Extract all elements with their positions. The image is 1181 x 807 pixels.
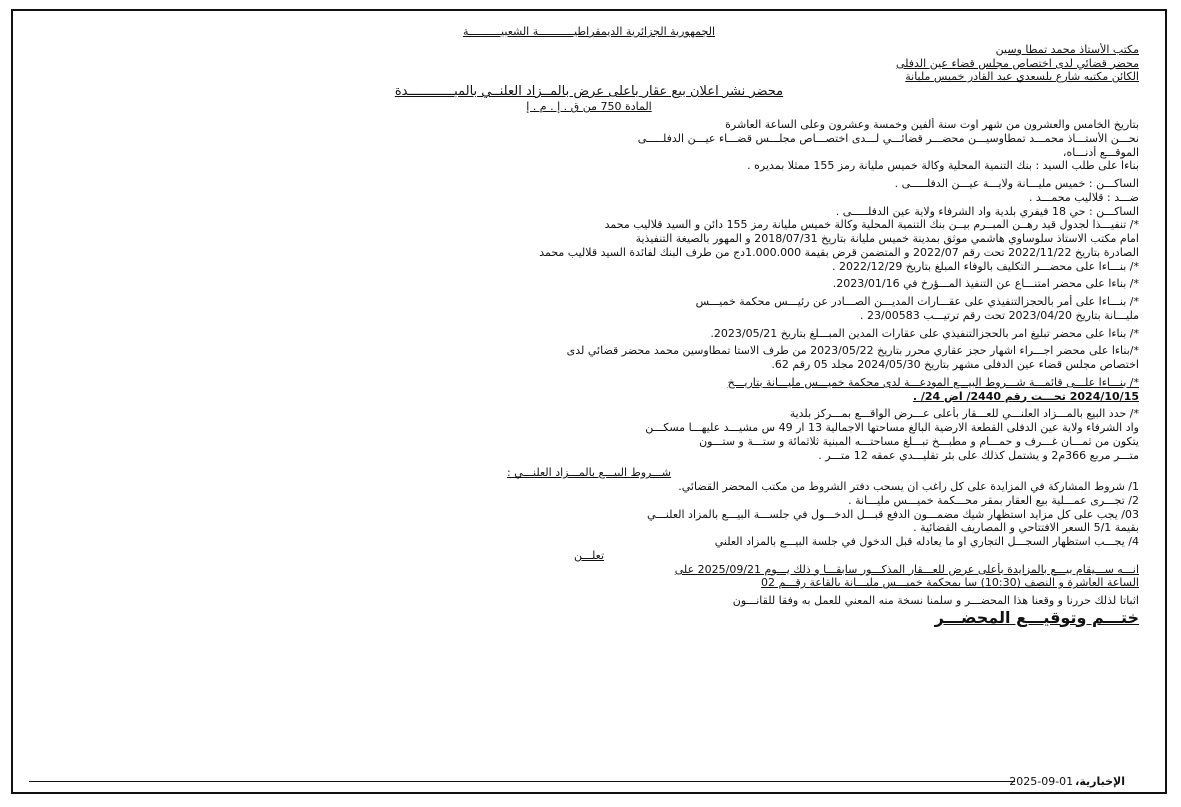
requester-line: بناءا على طلب السيد : بنك التنمية المحلية وكالة خميس مليانة رمز 155 ممثلا بمديره . bbox=[747, 159, 1139, 173]
paragraph-mortgage bbox=[39, 218, 1139, 273]
footer-credit bbox=[1009, 775, 1125, 788]
condition-item: 03/ يجب على كل مزايد استظهار شيك مضمـــون الدفع قبـــل الدخـــول في جلســـة البيـــع بالمزاد العلنـــي bbox=[647, 507, 1139, 521]
bailiff-court: محضر قضائي لدى اختصاص مجلس قضاء عين الدفلى bbox=[895, 56, 1139, 70]
notice-title: تعلـــن bbox=[573, 548, 605, 562]
notice-line: الساعة العاشرة و النصف (10:30) سا بمحكمة خميـــس مليـــانة بالقاعة رقـــم 02 bbox=[760, 576, 1139, 590]
condition-item: 1/ شروط المشاركة في المزايدة على كل راغب ان يسحب دفتر الشروط من مكتب المحضر القضائي. bbox=[678, 480, 1139, 493]
condition-item: 4/ يجـــب استظهار السجـــل التجاري او ما يعادله قبل الدخول في جلسة البيـــع بالمزاد العلني bbox=[714, 535, 1139, 548]
condition-item: بقيمة 5/1 السعر الافتتاحي و المصاريف القضائية . bbox=[913, 521, 1139, 535]
notice-line: انـــه ســـيقام بيـــع بالمزايدة بأعلى عرض للعـــقار المذكـــور سابقـــا و ذلك يـــوم 2025/09/21 على bbox=[674, 562, 1139, 576]
bailiff-line: نحـــن الأستـــاذ محمـــد تمطاوسيـــن محضـــر قضائـــي لـــدى اختصـــاص مجلـــس قضـــاء عيـــن الدفلـــــى bbox=[637, 131, 1139, 145]
signed-line: الموقـــع أدنـــاه، bbox=[1062, 145, 1139, 159]
paragraph-property bbox=[39, 407, 1139, 462]
publish-date: 2025-09-01 bbox=[1009, 775, 1074, 788]
office-address: الكائن مكتبه شارع بلسعدي عبد القادر خميس مليانة bbox=[905, 70, 1139, 84]
paragraph-line: */بناءا على محضر اجـــراء اشهار حجز عقاري محرر بتاريخ 2023/05/22 من طرف الاستا تمطاوسين محمد محضر قضائي لدى bbox=[566, 344, 1139, 358]
debtor-residence: الساكـــن : حي 18 فيفري بلدية واد الشرفاء ولاية عين الدفلـــــى . bbox=[835, 204, 1139, 218]
signature-stamp: ختـــم وتوقيـــع المحضـــر bbox=[934, 607, 1139, 627]
republic-header: الجمهورية الجزائرية الديمقراطيـــــــــــة الشعبيــــــــــة bbox=[462, 25, 716, 38]
date-line: بتاريخ الخامس والعشرون من شهر اوت سنة ألفين وخمسة وعشرون وعلى الساعة العاشرة bbox=[725, 118, 1139, 131]
footer-divider bbox=[29, 781, 1015, 782]
paragraph-line: */ بنـــاءا على محضـــر التكليف بالوفاء المبلغ بتاريخ 2022/12/29 . bbox=[831, 259, 1139, 273]
paragraph-notification: */ بناءا على محضر تبليغ امر بالحجزالتنفيذي على عقارات المدين المبـــلغ بتاريخ 2023/05/21. bbox=[710, 326, 1139, 340]
paragraph-line: */ بنـــاءا على أمر بالحجزالتنفيذي على عقـــارات المديـــن الصـــادر عن رئيـــس محكمة خميـــس bbox=[695, 295, 1139, 308]
source-name: الإخبارية، bbox=[1075, 775, 1125, 788]
debtor-name: ضـــد : قلاليب محمـــد . bbox=[1028, 190, 1139, 204]
paragraph-refusal: */ بناءا على محضر امتنـــاع عن التنفيذ المـــؤرخ في 2023/01/16. bbox=[832, 277, 1139, 291]
condition-item: 2/ تجـــرى عمـــلية بيع العقار بمقر محـــكمة خميـــس مليـــانة . bbox=[848, 493, 1139, 507]
paragraph-conditions-list bbox=[39, 376, 1139, 404]
bailiff-office: مكتب الأستاذ محمد تمطا وسين bbox=[995, 42, 1139, 56]
paragraph-line: يتكون من ثمـــان غـــرف و حمـــام و مطبـــخ تبـــلغ مساحتـــه المبنية ثلاثمائة و ستـــة و ستـــون bbox=[699, 434, 1139, 448]
paragraph-line: متـــر مربع 366م2 و يشتمل كذلك على بئر تقليـــدي عمقه 12 متـــر . bbox=[818, 448, 1139, 462]
paragraph-line: */ بنـــاءا علـــى قائمـــة شـــروط البيـــع المودعـــة لدى محكمة خميـــس مليـــانة بتاريـــخ bbox=[727, 375, 1139, 389]
paragraph-publication bbox=[39, 344, 1139, 372]
paragraph-line: الصادرة بتاريخ 2022/11/22 تحت رقم 2022/07 و المتضمن قرض بقيمة 1.000.000دج من طرف البنك لفائدة السيد قلاليب محمد bbox=[539, 245, 1139, 259]
document-frame bbox=[11, 9, 1167, 794]
conditions-list bbox=[39, 480, 1139, 549]
paragraph-line: امام مكتب الاستاذ سلوساوي هاشمي موثق بمدينة خميس مليانة بتاريخ 2018/07/31 و المهور بالصيغة التنفيذية bbox=[635, 232, 1139, 245]
requester-residence: الساكـــن : خميس مليـــانة ولايـــة عيـــن الدفلـــــى . bbox=[894, 177, 1139, 190]
paragraph-line: اختصاص مجلس قضاء عين الدفلى مشهر بتاريخ 2024/05/30 مجلد 05 رقم 62. bbox=[771, 358, 1139, 371]
legal-article: المادة 750 من ق . إ . م . إ bbox=[526, 100, 652, 114]
document-subject: محضر نشر اعلان بيع عقار بأعلى عرض بالمــزاد العلنــي بالمبــــــــــــدة bbox=[394, 84, 784, 99]
paragraph-line: مليـــانة بتاريخ 2023/04/20 تحت رقم ترتيـــب 23/00583 . bbox=[860, 308, 1139, 322]
sale-notice bbox=[39, 563, 1139, 591]
conditions-title: شـــروط البيـــع بالمـــزاد العلنـــي : bbox=[506, 466, 672, 480]
paragraph-line: */ تنفيـــذا لجدول قيد رهــن المبــرم بيــن بنك التنمية المحلية وكالة خميس مليانة رمز 155 دائن و السيد قلاليب محمد bbox=[604, 218, 1139, 232]
paragraph-line: واد الشرفاء ولاية عين الدفلى القطعة الارضية البالغ مساحتها الاجمالية 13 ار 49 س مشيـــد عليهـــا مسكـــن bbox=[645, 421, 1139, 434]
paragraph-seizure-order bbox=[39, 295, 1139, 323]
closing-line: اثباتا لذلك حررنا و وقعنا هذا المحضـــر و سلمنا نسخة منه المعني للعمل به وفقا للقانـــون bbox=[732, 594, 1139, 607]
paragraph-line: 2024/10/15 تحـــت رقم 2440/ اض 24/ . bbox=[912, 389, 1139, 403]
paragraph-line: */ حدد البيع بالمـــزاد العلنـــي للعـــقار بأعلى عـــرض الواقـــع بمـــركز بلدية bbox=[789, 407, 1139, 421]
notice-document bbox=[13, 11, 1165, 628]
